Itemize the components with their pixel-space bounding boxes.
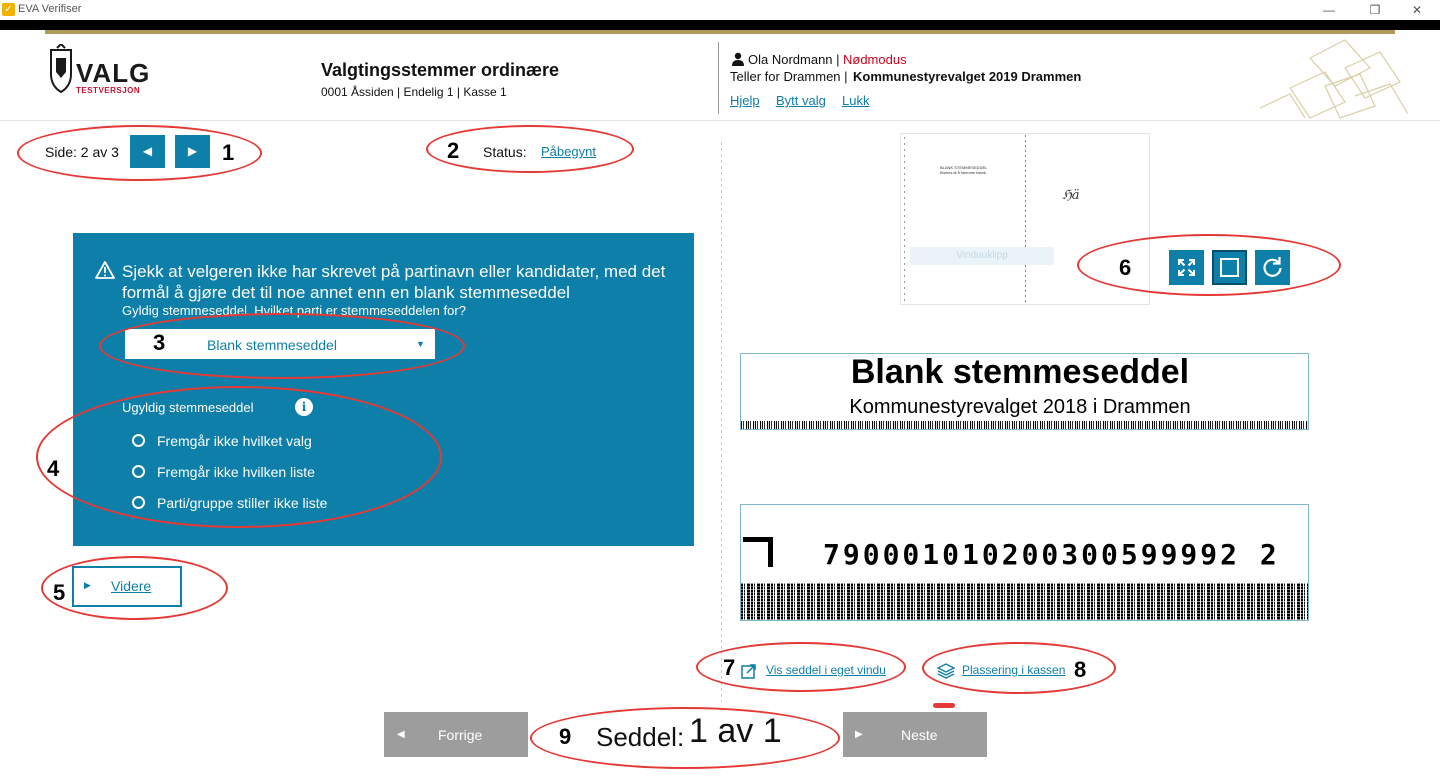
thumbnail-signature: ℌä <box>1062 188 1080 203</box>
panel-divider <box>721 142 722 702</box>
annotation-ring-5 <box>41 556 228 620</box>
next-icon: ▶ <box>855 729 863 740</box>
chevron-down-icon[interactable]: ▼ <box>416 339 425 349</box>
switch-election-link[interactable]: Bytt valg <box>776 93 826 108</box>
user-role: Teller for Drammen | <box>730 69 848 84</box>
previous-page-button[interactable]: ◀ <box>130 135 165 168</box>
app-icon: ✓ <box>2 3 15 16</box>
window-title: EVA Verifiser <box>18 3 82 15</box>
annotation-ring-9 <box>530 707 840 769</box>
show-ballot-window-link[interactable]: Vis seddel i eget vindu <box>766 663 886 677</box>
next-ballot-label[interactable]: Neste <box>901 727 938 743</box>
title-bar <box>0 0 1440 20</box>
party-select-value[interactable]: Blank stemmeseddel <box>207 337 337 353</box>
ballot-title: Blank stemmeseddel <box>850 353 1190 391</box>
annotation-number-1: 1 <box>222 140 235 165</box>
annotation-ring-4 <box>36 386 442 528</box>
annotation-number-8: 8 <box>1074 657 1087 682</box>
next-page-button[interactable]: ▶ <box>175 135 210 168</box>
annotation-number-3: 3 <box>153 330 166 355</box>
barcode-number: 790001010200300599992 2 <box>823 538 1280 571</box>
close-link[interactable]: Lukk <box>842 93 870 108</box>
emergency-mode-label: Nødmodus <box>843 52 907 67</box>
radio-label-party-no-list[interactable]: Parti/gruppe stiller ikke liste <box>157 495 328 511</box>
minimize-button[interactable]: — <box>1323 3 1335 17</box>
thumbnail-edge <box>904 137 905 303</box>
status-value-link[interactable]: Påbegynt <box>541 144 596 159</box>
annotation-number-4: 4 <box>47 456 60 481</box>
header-divider <box>718 42 719 114</box>
placement-indicator <box>933 703 955 708</box>
annotation-number-6: 6 <box>1119 255 1132 280</box>
header-separator <box>0 120 1440 121</box>
valid-ballot-question: Gyldig stemmeseddel. Hvilket parti er stemmeseddelen for? <box>122 303 466 318</box>
logo-subtitle: TESTVERSJON <box>76 86 141 95</box>
annotation-ring-8 <box>922 642 1116 694</box>
thumbnail-fold-line <box>1025 135 1026 303</box>
election-name: Kommunestyrevalget 2019 Drammen <box>853 69 1082 84</box>
top-gold-bar <box>45 30 1395 34</box>
ballot-counter-value: 1 av 1 <box>689 712 782 750</box>
thumbnail-text: BLANK STEMMESEDDEL Brukes til å stemme blank. <box>940 165 988 175</box>
top-black-bar <box>0 20 1440 30</box>
help-link[interactable]: Hjelp <box>730 93 760 108</box>
logo-text: VALG <box>76 58 151 88</box>
annotation-number-5: 5 <box>53 580 66 605</box>
radio-label-not-clear-list[interactable]: Fremgår ikke hvilken liste <box>157 464 315 480</box>
warning-icon <box>95 260 115 280</box>
invalid-ballot-label: Ugyldig stemmeseddel <box>122 400 254 415</box>
user-name: Ola Nordmann | <box>748 52 840 67</box>
page-title: Valgtingsstemmer ordinære <box>321 60 560 80</box>
play-icon: ▶ <box>84 580 91 590</box>
placement-in-box-link[interactable]: Plassering i kassen <box>962 663 1066 677</box>
page-indicator: Side: 2 av 3 <box>45 144 119 160</box>
annotation-ring-6 <box>1077 234 1341 296</box>
barcode-strip-texture <box>741 583 1308 620</box>
annotation-number-2: 2 <box>447 138 460 163</box>
scan-noise-strip <box>741 421 1308 429</box>
restore-button[interactable]: ❐ <box>1369 3 1381 17</box>
annotation-number-9: 9 <box>559 724 572 749</box>
decorative-ballots-graphic <box>1250 38 1410 120</box>
annotation-number-7: 7 <box>723 655 736 680</box>
close-window-button[interactable]: ✕ <box>1411 3 1423 17</box>
status-label: Status: <box>483 144 527 160</box>
corner-mark-vertical <box>768 537 773 567</box>
previous-icon: ◀ <box>397 729 405 740</box>
thumbnail-watermark: Vinduuklipp <box>910 247 1054 265</box>
previous-ballot-label[interactable]: Forrige <box>438 727 483 743</box>
ballot-counter-label: Seddel: <box>596 722 685 752</box>
ballot-subtitle: Kommunestyrevalget 2018 i Drammen <box>849 396 1191 418</box>
user-icon <box>731 52 745 66</box>
info-icon[interactable]: i <box>295 398 313 416</box>
continue-button-label[interactable]: Videre <box>111 578 152 594</box>
page-subtitle: 0001 Åssiden | Endelig 1 | Kasse 1 <box>321 85 507 99</box>
warning-text: Sjekk at velgeren ikke har skrevet på partinavn eller kandidater, med det formål å gjøre det til noe annet enn en blank stemmeseddel <box>122 262 666 302</box>
radio-label-not-clear-election[interactable]: Fremgår ikke hvilket valg <box>157 433 312 449</box>
